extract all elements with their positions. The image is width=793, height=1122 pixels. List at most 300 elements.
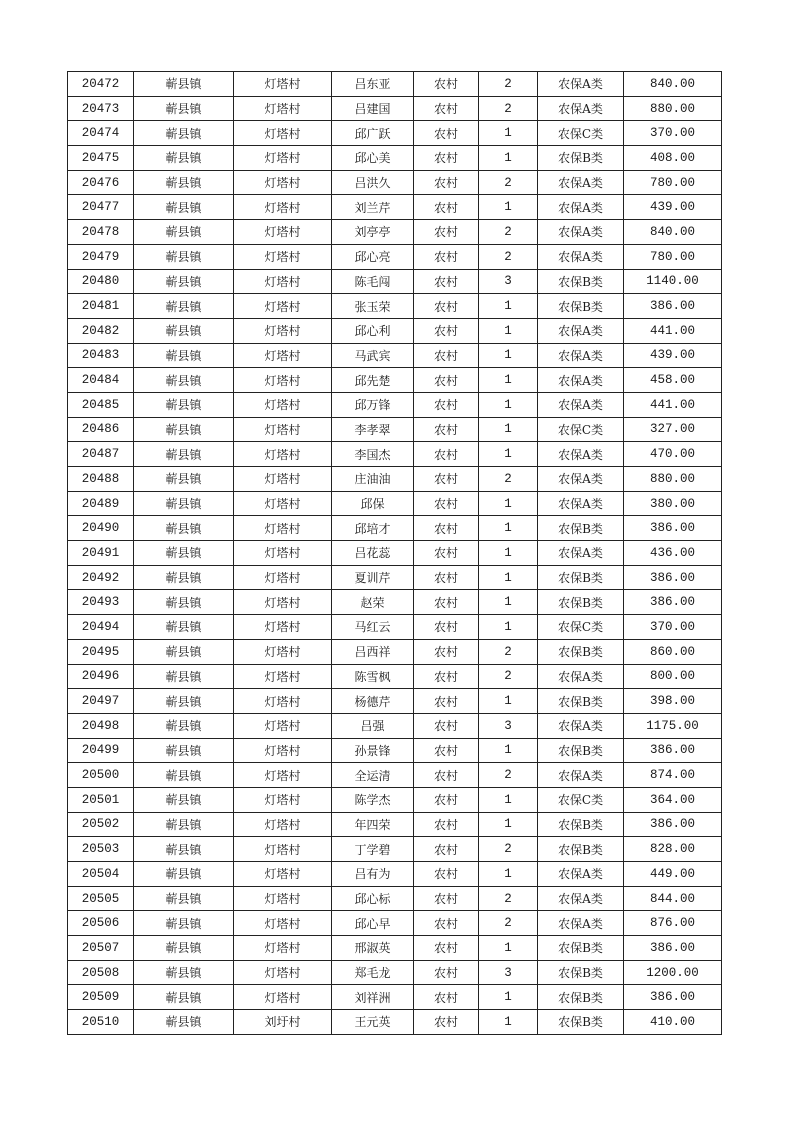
- village-cell: 灯塔村: [234, 565, 332, 590]
- category-cell: 农保A类: [538, 368, 624, 393]
- village-cell: 刘圩村: [234, 1010, 332, 1035]
- village-cell: 灯塔村: [234, 121, 332, 146]
- amount-cell: 436.00: [624, 541, 722, 566]
- amount-cell: 441.00: [624, 392, 722, 417]
- category-cell: 农保B类: [538, 269, 624, 294]
- village-cell: 灯塔村: [234, 812, 332, 837]
- amount-cell: 470.00: [624, 442, 722, 467]
- count-cell: 2: [479, 763, 538, 788]
- id-cell: 20499: [68, 738, 134, 763]
- amount-cell: 1140.00: [624, 269, 722, 294]
- village-cell: 灯塔村: [234, 96, 332, 121]
- village-cell: 灯塔村: [234, 368, 332, 393]
- name-cell: 吕建国: [332, 96, 414, 121]
- category-cell: 农保A类: [538, 763, 624, 788]
- category-cell: 农保A类: [538, 862, 624, 887]
- town-cell: 蕲县镇: [134, 689, 234, 714]
- id-cell: 20472: [68, 72, 134, 97]
- id-cell: 20488: [68, 467, 134, 492]
- count-cell: 1: [479, 787, 538, 812]
- area-cell: 农村: [414, 664, 479, 689]
- village-cell: 灯塔村: [234, 417, 332, 442]
- town-cell: 蕲县镇: [134, 763, 234, 788]
- town-cell: 蕲县镇: [134, 392, 234, 417]
- category-cell: 农保B类: [538, 985, 624, 1010]
- amount-cell: 386.00: [624, 738, 722, 763]
- id-cell: 20493: [68, 590, 134, 615]
- amount-cell: 386.00: [624, 516, 722, 541]
- town-cell: 蕲县镇: [134, 294, 234, 319]
- name-cell: 夏训芹: [332, 565, 414, 590]
- area-cell: 农村: [414, 886, 479, 911]
- area-cell: 农村: [414, 516, 479, 541]
- id-cell: 20500: [68, 763, 134, 788]
- count-cell: 3: [479, 713, 538, 738]
- amount-cell: 860.00: [624, 639, 722, 664]
- amount-cell: 441.00: [624, 318, 722, 343]
- count-cell: 1: [479, 294, 538, 319]
- id-cell: 20509: [68, 985, 134, 1010]
- table-row: [68, 985, 722, 1010]
- town-cell: 蕲县镇: [134, 886, 234, 911]
- id-cell: 20501: [68, 787, 134, 812]
- area-cell: 农村: [414, 96, 479, 121]
- area-cell: 农村: [414, 812, 479, 837]
- amount-cell: 380.00: [624, 491, 722, 516]
- village-cell: 灯塔村: [234, 664, 332, 689]
- area-cell: 农村: [414, 269, 479, 294]
- category-cell: 农保A类: [538, 442, 624, 467]
- name-cell: 邢淑英: [332, 936, 414, 961]
- village-cell: 灯塔村: [234, 615, 332, 640]
- amount-cell: 880.00: [624, 467, 722, 492]
- town-cell: 蕲县镇: [134, 96, 234, 121]
- id-cell: 20485: [68, 392, 134, 417]
- count-cell: 2: [479, 72, 538, 97]
- area-cell: 农村: [414, 763, 479, 788]
- amount-cell: 386.00: [624, 294, 722, 319]
- area-cell: 农村: [414, 565, 479, 590]
- table-row: [68, 220, 722, 245]
- count-cell: 2: [479, 886, 538, 911]
- id-cell: 20482: [68, 318, 134, 343]
- area-cell: 农村: [414, 615, 479, 640]
- category-cell: 农保A类: [538, 343, 624, 368]
- area-cell: 农村: [414, 713, 479, 738]
- name-cell: 邱广跃: [332, 121, 414, 146]
- category-cell: 农保C类: [538, 417, 624, 442]
- count-cell: 1: [479, 541, 538, 566]
- town-cell: 蕲县镇: [134, 368, 234, 393]
- town-cell: 蕲县镇: [134, 664, 234, 689]
- area-cell: 农村: [414, 146, 479, 171]
- village-cell: 灯塔村: [234, 269, 332, 294]
- amount-cell: 386.00: [624, 590, 722, 615]
- id-cell: 20504: [68, 862, 134, 887]
- table-row: [68, 442, 722, 467]
- table-row: [68, 294, 722, 319]
- category-cell: 农保B类: [538, 960, 624, 985]
- category-cell: 农保B类: [538, 516, 624, 541]
- area-cell: 农村: [414, 590, 479, 615]
- table-row: [68, 713, 722, 738]
- amount-cell: 880.00: [624, 96, 722, 121]
- name-cell: 王元英: [332, 1010, 414, 1035]
- village-cell: 灯塔村: [234, 886, 332, 911]
- town-cell: 蕲县镇: [134, 195, 234, 220]
- area-cell: 农村: [414, 837, 479, 862]
- name-cell: 邱心美: [332, 146, 414, 171]
- area-cell: 农村: [414, 787, 479, 812]
- id-cell: 20489: [68, 491, 134, 516]
- village-cell: 灯塔村: [234, 72, 332, 97]
- area-cell: 农村: [414, 936, 479, 961]
- name-cell: 邱先楚: [332, 368, 414, 393]
- amount-cell: 458.00: [624, 368, 722, 393]
- town-cell: 蕲县镇: [134, 541, 234, 566]
- town-cell: 蕲县镇: [134, 1010, 234, 1035]
- town-cell: 蕲县镇: [134, 565, 234, 590]
- count-cell: 2: [479, 96, 538, 121]
- village-cell: 灯塔村: [234, 639, 332, 664]
- area-cell: 农村: [414, 220, 479, 245]
- area-cell: 农村: [414, 960, 479, 985]
- amount-cell: 1200.00: [624, 960, 722, 985]
- table-row: [68, 343, 722, 368]
- area-cell: 农村: [414, 442, 479, 467]
- category-cell: 农保A类: [538, 170, 624, 195]
- village-cell: 灯塔村: [234, 936, 332, 961]
- area-cell: 农村: [414, 170, 479, 195]
- amount-cell: 439.00: [624, 195, 722, 220]
- category-cell: 农保B类: [538, 1010, 624, 1035]
- name-cell: 全运清: [332, 763, 414, 788]
- category-cell: 农保A类: [538, 220, 624, 245]
- id-cell: 20490: [68, 516, 134, 541]
- name-cell: 李国杰: [332, 442, 414, 467]
- town-cell: 蕲县镇: [134, 936, 234, 961]
- village-cell: 灯塔村: [234, 763, 332, 788]
- town-cell: 蕲县镇: [134, 615, 234, 640]
- town-cell: 蕲县镇: [134, 491, 234, 516]
- town-cell: 蕲县镇: [134, 639, 234, 664]
- count-cell: 1: [479, 862, 538, 887]
- count-cell: 1: [479, 318, 538, 343]
- table-row: [68, 738, 722, 763]
- town-cell: 蕲县镇: [134, 146, 234, 171]
- name-cell: 杨德芹: [332, 689, 414, 714]
- count-cell: 1: [479, 195, 538, 220]
- amount-cell: 398.00: [624, 689, 722, 714]
- name-cell: 吕强: [332, 713, 414, 738]
- table-row: [68, 269, 722, 294]
- table-row: [68, 170, 722, 195]
- name-cell: 吕有为: [332, 862, 414, 887]
- table-row: [68, 368, 722, 393]
- name-cell: 陈雪枫: [332, 664, 414, 689]
- count-cell: 2: [479, 639, 538, 664]
- count-cell: 2: [479, 911, 538, 936]
- amount-cell: 874.00: [624, 763, 722, 788]
- name-cell: 陈毛闯: [332, 269, 414, 294]
- count-cell: 3: [479, 269, 538, 294]
- table-row: [68, 590, 722, 615]
- id-cell: 20481: [68, 294, 134, 319]
- amount-cell: 364.00: [624, 787, 722, 812]
- area-cell: 农村: [414, 392, 479, 417]
- table-row: [68, 689, 722, 714]
- village-cell: 灯塔村: [234, 343, 332, 368]
- name-cell: 吕东亚: [332, 72, 414, 97]
- town-cell: 蕲县镇: [134, 516, 234, 541]
- area-cell: 农村: [414, 1010, 479, 1035]
- name-cell: 张玉荣: [332, 294, 414, 319]
- area-cell: 农村: [414, 417, 479, 442]
- village-cell: 灯塔村: [234, 837, 332, 862]
- count-cell: 1: [479, 985, 538, 1010]
- area-cell: 农村: [414, 689, 479, 714]
- category-cell: 农保B类: [538, 936, 624, 961]
- town-cell: 蕲县镇: [134, 343, 234, 368]
- name-cell: 邱培才: [332, 516, 414, 541]
- id-cell: 20492: [68, 565, 134, 590]
- village-cell: 灯塔村: [234, 985, 332, 1010]
- amount-cell: 876.00: [624, 911, 722, 936]
- area-cell: 农村: [414, 121, 479, 146]
- id-cell: 20475: [68, 146, 134, 171]
- category-cell: 农保B类: [538, 590, 624, 615]
- id-cell: 20483: [68, 343, 134, 368]
- town-cell: 蕲县镇: [134, 837, 234, 862]
- amount-cell: 386.00: [624, 565, 722, 590]
- table-row: [68, 960, 722, 985]
- village-cell: 灯塔村: [234, 738, 332, 763]
- category-cell: 农保B类: [538, 812, 624, 837]
- category-cell: 农保B类: [538, 146, 624, 171]
- count-cell: 1: [479, 368, 538, 393]
- table-row: [68, 318, 722, 343]
- village-cell: 灯塔村: [234, 491, 332, 516]
- village-cell: 灯塔村: [234, 787, 332, 812]
- amount-cell: 780.00: [624, 170, 722, 195]
- category-cell: 农保A类: [538, 664, 624, 689]
- area-cell: 农村: [414, 985, 479, 1010]
- count-cell: 1: [479, 491, 538, 516]
- name-cell: 马武宾: [332, 343, 414, 368]
- id-cell: 20491: [68, 541, 134, 566]
- category-cell: 农保A类: [538, 96, 624, 121]
- table-row: [68, 763, 722, 788]
- id-cell: 20484: [68, 368, 134, 393]
- village-cell: 灯塔村: [234, 170, 332, 195]
- count-cell: 1: [479, 812, 538, 837]
- id-cell: 20507: [68, 936, 134, 961]
- area-cell: 农村: [414, 318, 479, 343]
- id-cell: 20473: [68, 96, 134, 121]
- area-cell: 农村: [414, 491, 479, 516]
- table-row: [68, 72, 722, 97]
- name-cell: 邱万锋: [332, 392, 414, 417]
- count-cell: 1: [479, 1010, 538, 1035]
- amount-cell: 439.00: [624, 343, 722, 368]
- count-cell: 1: [479, 936, 538, 961]
- village-cell: 灯塔村: [234, 244, 332, 269]
- id-cell: 20480: [68, 269, 134, 294]
- village-cell: 灯塔村: [234, 590, 332, 615]
- area-cell: 农村: [414, 467, 479, 492]
- category-cell: 农保B类: [538, 837, 624, 862]
- name-cell: 吕花蕊: [332, 541, 414, 566]
- id-cell: 20505: [68, 886, 134, 911]
- table-row: [68, 96, 722, 121]
- name-cell: 刘亭亭: [332, 220, 414, 245]
- village-cell: 灯塔村: [234, 442, 332, 467]
- table-row: [68, 146, 722, 171]
- table-row: [68, 121, 722, 146]
- name-cell: 吕洪久: [332, 170, 414, 195]
- table-row: [68, 936, 722, 961]
- amount-cell: 408.00: [624, 146, 722, 171]
- town-cell: 蕲县镇: [134, 467, 234, 492]
- id-cell: 20510: [68, 1010, 134, 1035]
- amount-cell: 800.00: [624, 664, 722, 689]
- town-cell: 蕲县镇: [134, 269, 234, 294]
- name-cell: 年四荣: [332, 812, 414, 837]
- village-cell: 灯塔村: [234, 713, 332, 738]
- table-row: [68, 886, 722, 911]
- category-cell: 农保C类: [538, 787, 624, 812]
- count-cell: 1: [479, 417, 538, 442]
- name-cell: 丁学碧: [332, 837, 414, 862]
- town-cell: 蕲县镇: [134, 417, 234, 442]
- table-row: [68, 392, 722, 417]
- category-cell: 农保A类: [538, 72, 624, 97]
- id-cell: 20476: [68, 170, 134, 195]
- category-cell: 农保C类: [538, 615, 624, 640]
- amount-cell: 370.00: [624, 615, 722, 640]
- id-cell: 20474: [68, 121, 134, 146]
- amount-cell: 370.00: [624, 121, 722, 146]
- count-cell: 2: [479, 170, 538, 195]
- village-cell: 灯塔村: [234, 862, 332, 887]
- beneficiary-table: [67, 71, 722, 1035]
- id-cell: 20503: [68, 837, 134, 862]
- count-cell: 1: [479, 121, 538, 146]
- count-cell: 1: [479, 615, 538, 640]
- name-cell: 李孝翠: [332, 417, 414, 442]
- id-cell: 20495: [68, 639, 134, 664]
- table-row: [68, 862, 722, 887]
- town-cell: 蕲县镇: [134, 960, 234, 985]
- name-cell: 庄油油: [332, 467, 414, 492]
- name-cell: 邱心亮: [332, 244, 414, 269]
- area-cell: 农村: [414, 541, 479, 566]
- table-row: [68, 639, 722, 664]
- name-cell: 赵荣: [332, 590, 414, 615]
- count-cell: 1: [479, 146, 538, 171]
- count-cell: 1: [479, 565, 538, 590]
- category-cell: 农保A类: [538, 195, 624, 220]
- count-cell: 1: [479, 590, 538, 615]
- table-row: [68, 787, 722, 812]
- count-cell: 1: [479, 516, 538, 541]
- category-cell: 农保B类: [538, 689, 624, 714]
- town-cell: 蕲县镇: [134, 318, 234, 343]
- count-cell: 1: [479, 392, 538, 417]
- id-cell: 20508: [68, 960, 134, 985]
- table-row: [68, 244, 722, 269]
- id-cell: 20477: [68, 195, 134, 220]
- town-cell: 蕲县镇: [134, 787, 234, 812]
- count-cell: 2: [479, 244, 538, 269]
- count-cell: 1: [479, 343, 538, 368]
- name-cell: 邱心利: [332, 318, 414, 343]
- table-row: [68, 812, 722, 837]
- id-cell: 20487: [68, 442, 134, 467]
- name-cell: 刘兰芹: [332, 195, 414, 220]
- count-cell: 2: [479, 837, 538, 862]
- name-cell: 邱心标: [332, 886, 414, 911]
- category-cell: 农保A类: [538, 886, 624, 911]
- area-cell: 农村: [414, 368, 479, 393]
- town-cell: 蕲县镇: [134, 442, 234, 467]
- category-cell: 农保A类: [538, 244, 624, 269]
- count-cell: 2: [479, 467, 538, 492]
- id-cell: 20486: [68, 417, 134, 442]
- town-cell: 蕲县镇: [134, 862, 234, 887]
- name-cell: 邱心早: [332, 911, 414, 936]
- amount-cell: 1175.00: [624, 713, 722, 738]
- count-cell: 1: [479, 738, 538, 763]
- table-row: [68, 491, 722, 516]
- amount-cell: 386.00: [624, 936, 722, 961]
- table-row: [68, 195, 722, 220]
- area-cell: 农村: [414, 195, 479, 220]
- village-cell: 灯塔村: [234, 146, 332, 171]
- category-cell: 农保A类: [538, 713, 624, 738]
- town-cell: 蕲县镇: [134, 590, 234, 615]
- id-cell: 20506: [68, 911, 134, 936]
- area-cell: 农村: [414, 244, 479, 269]
- table-row: [68, 664, 722, 689]
- area-cell: 农村: [414, 911, 479, 936]
- table-row: [68, 516, 722, 541]
- amount-cell: 327.00: [624, 417, 722, 442]
- amount-cell: 386.00: [624, 812, 722, 837]
- name-cell: 邱保: [332, 491, 414, 516]
- town-cell: 蕲县镇: [134, 170, 234, 195]
- town-cell: 蕲县镇: [134, 713, 234, 738]
- count-cell: 3: [479, 960, 538, 985]
- name-cell: 孙景锋: [332, 738, 414, 763]
- amount-cell: 840.00: [624, 72, 722, 97]
- id-cell: 20498: [68, 713, 134, 738]
- id-cell: 20496: [68, 664, 134, 689]
- count-cell: 2: [479, 220, 538, 245]
- amount-cell: 449.00: [624, 862, 722, 887]
- town-cell: 蕲县镇: [134, 121, 234, 146]
- table-body: [68, 72, 722, 1035]
- category-cell: 农保A类: [538, 911, 624, 936]
- area-cell: 农村: [414, 862, 479, 887]
- count-cell: 1: [479, 689, 538, 714]
- id-cell: 20494: [68, 615, 134, 640]
- village-cell: 灯塔村: [234, 911, 332, 936]
- village-cell: 灯塔村: [234, 195, 332, 220]
- name-cell: 吕西祥: [332, 639, 414, 664]
- area-cell: 农村: [414, 738, 479, 763]
- name-cell: 刘祥洲: [332, 985, 414, 1010]
